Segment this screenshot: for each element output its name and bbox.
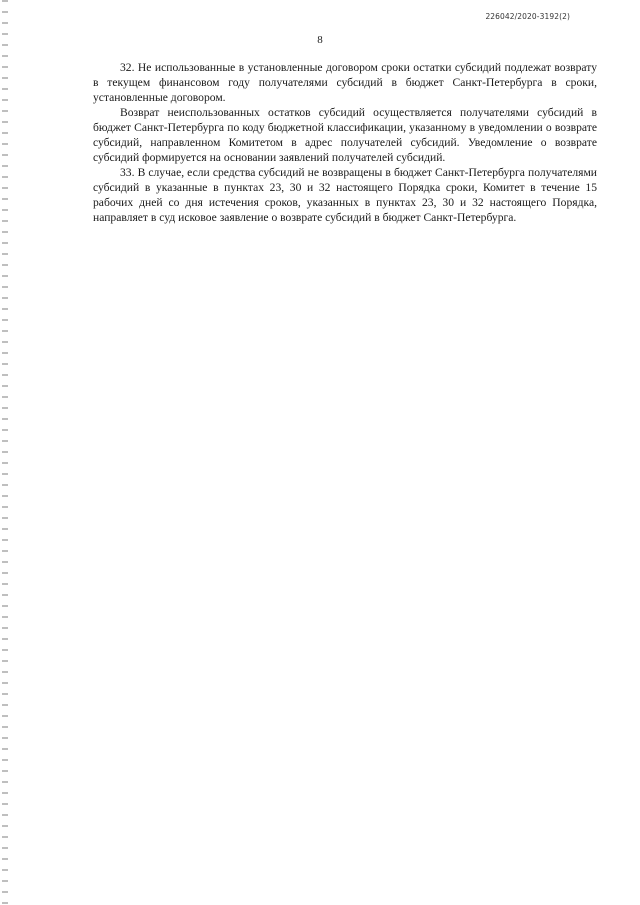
scan-edge-marks bbox=[2, 0, 8, 905]
paragraph-33: 33. В случае, если средства субсидий не возвращены в бюджет Санкт-Петербурга получателями субсидий в указанные в пунктах 23, 30 и 32 настоящего Порядка сроки, Комитет в течение 15 рабочих дней со дня истечения сроков, указанных в пунктах 23, 30 и 32 настоящего Порядка, направляет в суд исковое заявление о возврате субсидий в бюджет Санкт-Петербурга. bbox=[93, 166, 597, 224]
document-id: 226042/2020-3192(2) bbox=[485, 12, 570, 21]
document-body bbox=[93, 60, 597, 225]
page-number: 8 bbox=[317, 34, 323, 46]
paragraph-32: 32. Не использованные в установленные договором сроки остатки субсидий подлежат возврату в текущем финансовом году получателями субсидий в бюджет Санкт-Петербурга в сроки, установленные договором. bbox=[93, 61, 597, 104]
paragraph-refund: Возврат неиспользованных остатков субсидий осуществляется получателями субсидий в бюджет Санкт-Петербурга по коду бюджетной классификации, указанному в уведомлении о возврате субсидий, направленном Комитетом в адрес получателей субсидий. Уведомление о возврате субсидий формируется на основании заявлений получателей субсидий. bbox=[93, 106, 597, 164]
